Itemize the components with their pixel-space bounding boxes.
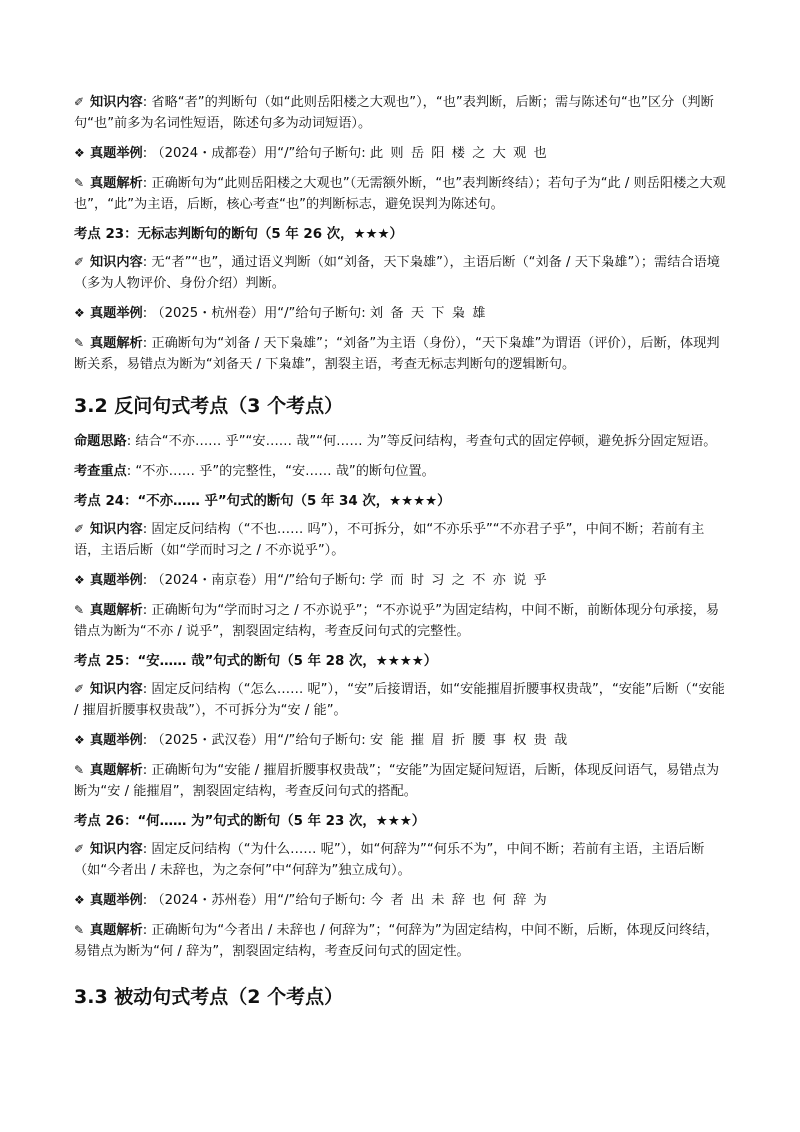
example-paragraph: ❖ 真题举例: （2024・苏州卷）用“/”给句子断句: 今者出未辞也何辞为: [74, 890, 726, 911]
point-title: 考点 23：无标志判断句的断句（5 年 26 次，★★★）: [74, 227, 403, 242]
example-paragraph: ❖ 真题举例: （2025・杭州卷）用“/”给句子断句: 刘备天下枭雄: [74, 303, 726, 324]
pen-icon: ✎: [74, 923, 85, 937]
example-label: 真题举例: [90, 893, 143, 908]
diamond-icon: ❖: [74, 306, 85, 320]
example-source: （2024・南京卷）用“/”给句子断句:: [151, 573, 370, 588]
pen-icon: ✎: [74, 336, 85, 350]
section-heading: 3.2 反问句式考点（3 个考点）: [74, 395, 344, 417]
example-sentence: 此则岳阳楼之大观也: [369, 146, 554, 161]
point-title: 考点 26：“何…… 为”句式的断句（5 年 23 次，★★★）: [74, 814, 426, 829]
idea-text: 结合“不亦…… 乎”“安…… 哉”“何…… 为”等反问结构，考查句式的固定停顿，避免拆分固定短语。: [135, 434, 717, 449]
analysis-paragraph: ✎ 真题解析: 正确断句为“安能 / 摧眉折腰事权贵哉”；“安能”为固定疑问短语，后断，体现反问语气，易错点为断为“安 / 能摧眉”，割裂固定结构，考查反问句式的搭配。: [74, 760, 726, 802]
pencil-icon: ✐: [74, 842, 85, 856]
analysis-text: 正确断句为“学而时习之 / 不亦说乎”；“不亦说乎”为固定结构，中间不断，前断体现分句承接，易错点为断为“不亦 / 说乎”，割裂固定结构，考查反问句式的完整性。: [74, 603, 720, 639]
analysis-text: 正确断句为“今者出 / 未辞也 / 何辞为”；“何辞为”为固定结构，中间不断，后断，体现反问终结，易错点为断为“何 / 辞为”，割裂固定结构，考查反问句式的固定性。: [74, 923, 719, 959]
knowledge-paragraph: ✐ 知识内容: 固定反问结构（“不也…… 吗”），不可拆分，如“不亦乐乎”“不亦君子乎”，中间不断；若前有主语，主语后断（如“学而时习之 / 不亦说乎”）。: [74, 519, 726, 561]
point-title: 考点 24：“不亦…… 乎”句式的断句（5 年 34 次，★★★★）: [74, 494, 451, 509]
pen-icon: ✎: [74, 763, 85, 777]
section-heading: 3.3 被动句式考点（2 个考点）: [74, 986, 344, 1008]
knowledge-paragraph: ✐ 知识内容: 无“者”“也”，通过语义判断（如“刘备，天下枭雄”），主语后断（“刘备 / 天下枭雄”）；需结合语境（多为人物评价、身份介绍）判断。: [74, 252, 726, 294]
example-sentence: 安能摧眉折腰事权贵哉: [369, 733, 575, 748]
pen-icon: ✎: [74, 603, 85, 617]
knowledge-text: 固定反问结构（“为什么…… 呢”），如“何辞为”“何乐不为”，中间不断；若前有主语，主语后断（如“今者出 / 未辞也，为之奈何”中“何辞为”独立成句）。: [74, 842, 705, 878]
example-sentence: 学而时习之不亦说乎: [369, 573, 554, 588]
example-label: 真题举例: [90, 733, 143, 748]
example-source: （2024・成都卷）用“/”给句子断句:: [151, 146, 370, 161]
analysis-label: 真题解析: [90, 923, 143, 938]
pencil-icon: ✐: [74, 95, 85, 109]
analysis-text: 正确断句为“此则岳阳楼之大观也”（无需额外断，“也”表判断终结）；若句子为“此 / 则岳阳楼之大观也”，“此”为主语，后断，核心考查“也”的判断标志，避免误判为陈述句。: [74, 176, 726, 212]
analysis-paragraph: ✎ 真题解析: 正确断句为“此则岳阳楼之大观也”（无需额外断，“也”表判断终结）；若句子为“此 / 则岳阳楼之大观也”，“此”为主语，后断，核心考查“也”的判断标志，避免误判为陈述句。: [74, 173, 726, 215]
example-paragraph: ❖ 真题举例: （2025・武汉卷）用“/”给句子断句: 安能摧眉折腰事权贵哉: [74, 730, 726, 751]
example-label: 真题举例: [90, 573, 143, 588]
analysis-paragraph: ✎ 真题解析: 正确断句为“学而时习之 / 不亦说乎”；“不亦说乎”为固定结构，中间不断，前断体现分句承接，易错点为断为“不亦 / 说乎”，割裂固定结构，考查反问句式的完整性。: [74, 600, 726, 642]
example-label: 真题举例: [90, 146, 143, 161]
example-source: （2025・武汉卷）用“/”给句子断句:: [151, 733, 370, 748]
point-title: 考点 25：“安…… 哉”句式的断句（5 年 28 次，★★★★）: [74, 654, 438, 669]
idea-label: 命题思路: [74, 434, 127, 449]
idea-paragraph: 命题思路: 结合“不亦…… 乎”“安…… 哉”“何…… 为”等反问结构，考查句式的固定停顿，避免拆分固定短语。: [74, 434, 717, 449]
analysis-label: 真题解析: [90, 603, 143, 618]
example-source: （2024・苏州卷）用“/”给句子断句:: [151, 893, 370, 908]
example-paragraph: ❖ 真题举例: （2024・成都卷）用“/”给句子断句: 此则岳阳楼之大观也: [74, 143, 726, 164]
knowledge-paragraph: ✐ 知识内容: 省略“者”的判断句（如“此则岳阳楼之大观也”），“也”表判断，后断；需与陈述句“也”区分（判断句“也”前多为名词性短语，陈述句多为动词短语）。: [74, 92, 726, 134]
knowledge-label: 知识内容: [90, 682, 143, 697]
analysis-paragraph: ✎ 真题解析: 正确断句为“刘备 / 天下枭雄”；“刘备”为主语（身份），“天下枭雄”为谓语（评价），后断，体现判断关系，易错点为断为“刘备天 / 下枭雄”，割裂主语，考查无标志判断句的逻辑断句。: [74, 333, 726, 375]
knowledge-paragraph: ✐ 知识内容: 固定反问结构（“为什么…… 呢”），如“何辞为”“何乐不为”，中间不断；若前有主语，主语后断（如“今者出 / 未辞也，为之奈何”中“何辞为”独立成句）。: [74, 839, 726, 881]
focus-label: 考查重点: [74, 464, 127, 479]
knowledge-text: 无“者”“也”，通过语义判断（如“刘备，天下枭雄”），主语后断（“刘备 / 天下枭雄”）；需结合语境（多为人物评价、身份介绍）判断。: [74, 255, 720, 291]
analysis-label: 真题解析: [90, 176, 143, 191]
diamond-icon: ❖: [74, 146, 85, 160]
pencil-icon: ✐: [74, 522, 85, 536]
knowledge-paragraph: ✐ 知识内容: 固定反问结构（“怎么…… 呢”），“安”后接谓语，如“安能摧眉折腰事权贵哉”，“安能”后断（“安能 / 摧眉折腰事权贵哉”），不可拆分为“安 / 能”。: [74, 679, 726, 721]
focus-text: “不亦…… 乎”的完整性，“安…… 哉”的断句位置。: [135, 464, 435, 479]
knowledge-label: 知识内容: [90, 95, 143, 110]
knowledge-text: 固定反问结构（“不也…… 吗”），不可拆分，如“不亦乐乎”“不亦君子乎”，中间不断；若前有主语，主语后断（如“学而时习之 / 不亦说乎”）。: [74, 522, 705, 558]
pencil-icon: ✐: [74, 682, 85, 696]
example-label: 真题举例: [90, 306, 143, 321]
example-sentence: 今者出未辞也何辞为: [369, 893, 554, 908]
knowledge-label: 知识内容: [90, 522, 143, 537]
pencil-icon: ✐: [74, 255, 85, 269]
knowledge-text: 省略“者”的判断句（如“此则岳阳楼之大观也”），“也”表判断，后断；需与陈述句“也”区分（判断句“也”前多为名词性短语，陈述句多为动词短语）。: [74, 95, 714, 131]
diamond-icon: ❖: [74, 733, 85, 747]
example-sentence: 刘备天下枭雄: [369, 306, 493, 321]
example-source: （2025・杭州卷）用“/”给句子断句:: [151, 306, 370, 321]
pen-icon: ✎: [74, 176, 85, 190]
example-paragraph: ❖ 真题举例: （2024・南京卷）用“/”给句子断句: 学而时习之不亦说乎: [74, 570, 726, 591]
analysis-label: 真题解析: [90, 336, 143, 351]
knowledge-label: 知识内容: [90, 842, 143, 857]
analysis-paragraph: ✎ 真题解析: 正确断句为“今者出 / 未辞也 / 何辞为”；“何辞为”为固定结构，中间不断，后断，体现反问终结，易错点为断为“何 / 辞为”，割裂固定结构，考查反问句式的固定性。: [74, 920, 726, 962]
diamond-icon: ❖: [74, 573, 85, 587]
analysis-text: 正确断句为“安能 / 摧眉折腰事权贵哉”；“安能”为固定疑问短语，后断，体现反问语气，易错点为断为“安 / 能摧眉”，割裂固定结构，考查反问句式的搭配。: [74, 763, 720, 799]
diamond-icon: ❖: [74, 893, 85, 907]
focus-paragraph: 考查重点: “不亦…… 乎”的完整性，“安…… 哉”的断句位置。: [74, 464, 435, 479]
knowledge-label: 知识内容: [90, 255, 143, 270]
knowledge-text: 固定反问结构（“怎么…… 呢”），“安”后接谓语，如“安能摧眉折腰事权贵哉”，“安能”后断（“安能 / 摧眉折腰事权贵哉”），不可拆分为“安 / 能”。: [74, 682, 725, 718]
analysis-label: 真题解析: [90, 763, 143, 778]
analysis-text: 正确断句为“刘备 / 天下枭雄”；“刘备”为主语（身份），“天下枭雄”为谓语（评价），后断，体现判断关系，易错点为断为“刘备天 / 下枭雄”，割裂主语，考查无标志判断句的逻辑断句。: [74, 336, 720, 372]
